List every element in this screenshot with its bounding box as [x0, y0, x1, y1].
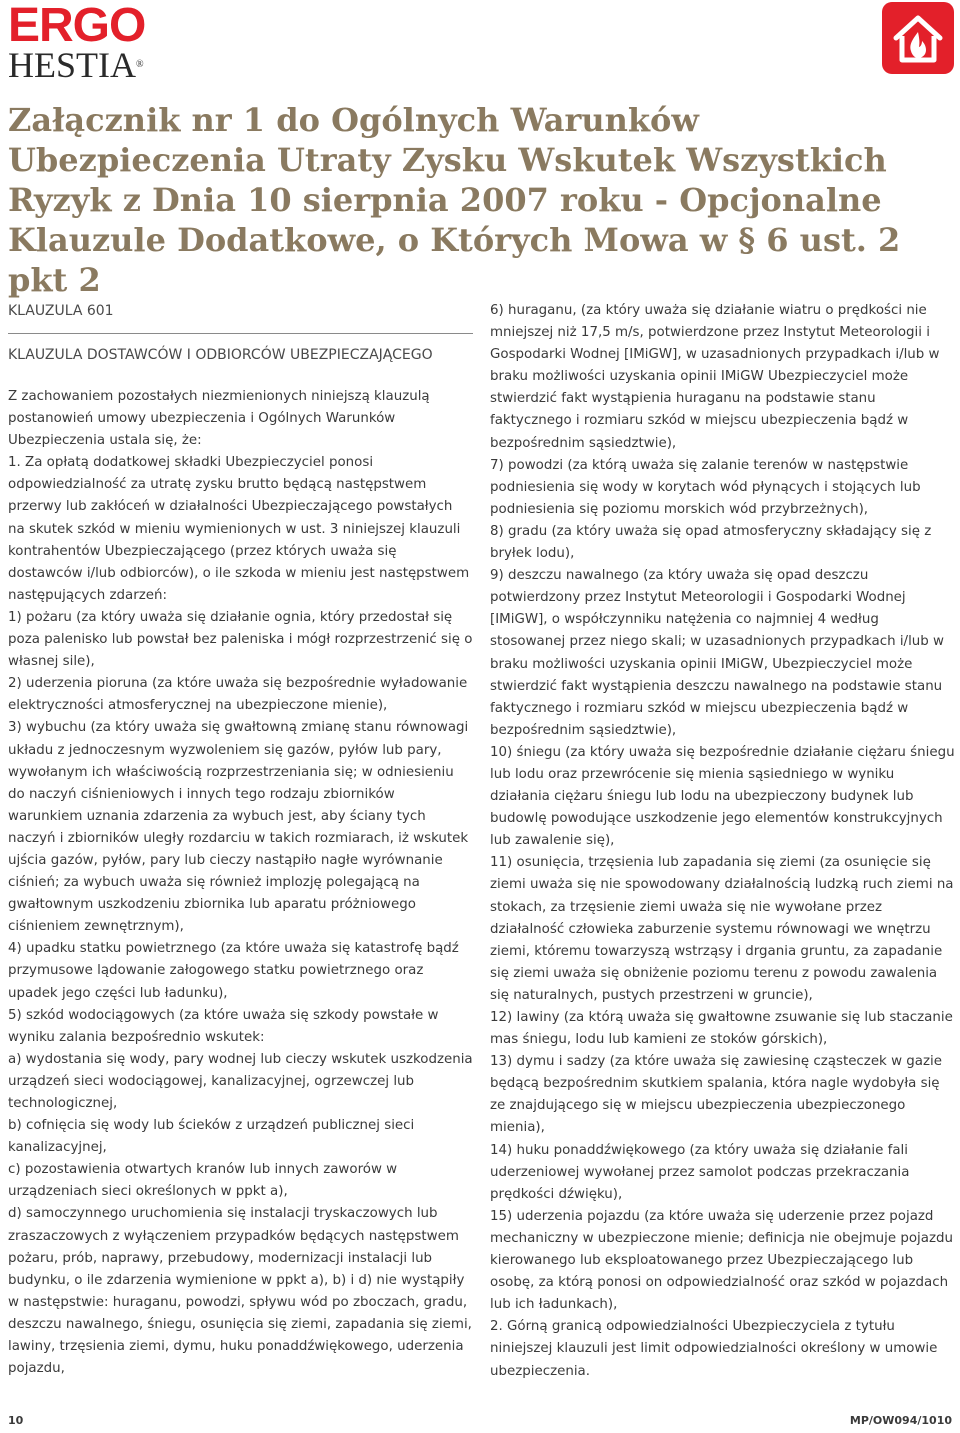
paragraph: Z zachowaniem pozostałych niezmienionych niniejszą klauzulą postanowień umowy ubezpieczenia i Ogólnych Warunków Ubezpieczenia ustala się, że:: [8, 389, 430, 449]
logo-ergo-text: ERGO: [8, 0, 146, 52]
paragraph: 11) osunięcia, trzęsienia lub zapadania się ziemi (za osunięcie się ziemi uważa się nie spowodowany działalnością ludzką ruch ziemi na stokach, za trzęsienie ziemi uważa się nie wywołane przez działalność człowieka zaburzenie systemu równowagi we wnętrzu ziemi, któremu towarzyszą wstrząsy i drgania gruntu, za zapadanie się ziemi uważa się obniżenie poziomu terenu z powodu zawalenia się naturalnych, pustych przestrzeni w gruncie),: [490, 855, 954, 1003]
paragraph: 12) lawiny (za którą uważa się gwałtowne zsuwanie się lub staczanie mas śniegu, lodu lub kamieni ze stoków górskich),: [490, 1010, 953, 1048]
paragraph: 8) gradu (za który uważa się opad atmosferyczny składający się z bryłek lodu),: [490, 523, 932, 562]
paragraph: 6) huraganu, (za który uważa się działanie wiatru o prędkości nie mniejszej niż 17,5 m/s, potwierdzone przez Instytut Meteorologii i Gospodarki Wodnej [IMiGW], w uzasadnionych przypadkach i/lub w braku możliwości uzyskania opinii IMiGW Ubezpieczyciel może stwierdzić fakt wystąpienia huraganu na podstawie stanu faktycznego i rozmiaru szkód w miejscu ubezpieczenia bądź w bezpośrednim sąsiedztwie),: [490, 303, 940, 451]
logo-hestia-text: HESTIA®: [8, 45, 144, 85]
house-fire-icon: [882, 2, 954, 74]
paragraph: 2) uderzenia pioruna (za które uważa się bezpośrednie wyładowanie elektryczności atmosferycznej na ubezpieczone mienie),: [8, 676, 468, 714]
paragraph: 1. Za opłatą dodatkowej składki Ubezpieczyciel ponosi odpowiedzialność za utratę zysku brutto będącą następstwem przerwy lub zakłóceń w działalności Ubezpieczającego powstałych na skutek szkód w mieniu wymienionych w ust. 3 niniejszej klauzuli kontrahentów Ubezpieczającego (przez których uważa się dostawców i/lub odbiorców), o ile szkoda w mieniu jest następstwem następujących zdarzeń:: [8, 455, 470, 603]
paragraph: 9) deszczu nawalnego (za który uważa się opad deszczu potwierdzony przez Instytut Meteorologii i Gospodarki Wodnej [IMiGW], o współczynniku natężenia co najmniej 4 według stosowanej przez niego skali; w uzasadnionych przypadkach i/lub w braku możliwości uzyskania opinii IMiGW, Ubezpieczyciel może stwierdzić fakt wystąpienia deszczu nawalnego na podstawie stanu faktycznego i rozmiaru szkód w miejscu ubezpieczenia bądź w bezpośrednim sąsiedztwie),: [490, 568, 944, 738]
house-fire-icon-graphic: [882, 2, 954, 74]
paragraph: b) cofnięcia się wody lub ścieków z urządzeń publicznej sieci kanalizacyjnej,: [8, 1118, 415, 1156]
clause-title: KLAUZULA DOSTAWCÓW I ODBIORCÓW UBEZPIECZAJĄCEGO: [8, 347, 433, 363]
registered-mark: ®: [136, 59, 144, 70]
paragraph: 4) upadku statku powietrznego (za które uważa się katastrofę bądź przymusowe lądowanie załogowego statku powietrznego oraz upadek jego części lub ładunku),: [8, 941, 459, 1001]
paragraph: 10) śniegu (za który uważa się bezpośrednie działanie ciężaru śniegu lub lodu oraz przewrócenie się mienia sąsiedniego w wyniku działania ciężaru śniegu lub lodu na ubezpieczony budynek lub budowlę powodujące uszkodzenie jego elementów konstrukcyjnych lub zawalenie się),: [490, 744, 955, 849]
clause-number: KLAUZULA 601: [8, 303, 114, 319]
paragraph: d) samoczynnego uruchomienia się instalacji tryskaczowych lub zraszaczowych z wyłączeniem przypadków będących następstwem pożaru, prób, naprawy, przebudowy, modernizacji instalacji lub budynku, o ile zdarzenia wymienione w ppkt a), b) i d) nie wystąpiły w następstwie: huraganu, powodzi, spływu wód po zboczach, gradu, deszczu nawalnego, śniegu, osunięcia się ziemi, zapadania się ziemi, lawiny, trzęsienia ziemi, dymu, huku ponaddźwiękowego, uderzenia pojazdu,: [8, 1206, 472, 1377]
paragraph: 1) pożaru (za który uważa się działanie ognia, który przedostał się poza palenisko lub powstał bez paleniska i mógł rozprzestrzenić się o własnej sile),: [8, 609, 473, 670]
paragraph: 5) szkód wodociągowych (za które uważa się szkody powstałe w wyniku zalania bezpośrednio wskutek:: [8, 1007, 439, 1045]
left-column: [8, 300, 473, 1380]
clause-divider: [8, 333, 473, 334]
paragraph: 15) uderzenia pojazdu (za które uważa się uderzenie przez pojazd mechaniczny w ubezpieczone mienie; definicja nie obejmuje pojazdu kierowanego lub eksploatowanego przez Ubezpieczającego lub osobę, za którą ponosi on odpowiedzialność oraz szkód w pojazdach lub ich ładunkach),: [490, 1208, 953, 1313]
document-code: MP/OW094/1010: [849, 1414, 952, 1427]
paragraph: a) wydostania się wody, pary wodnej lub cieczy wskutek uszkodzenia urządzeń sieci wodociągowej, kanalizacyjnej, ogrzewczej lub technologicznej,: [8, 1051, 473, 1111]
page-number: 10: [8, 1414, 24, 1427]
paragraph: 13) dymu i sadzy (za które uważa się zawiesinę cząsteczek w gazie będącą bezpośrednim skutkiem spalania, która nagle wydobyła się ze znajdującego się w miejscu ubezpieczenia ubezpieczonego mienia),: [490, 1054, 942, 1136]
paragraph: c) pozostawienia otwartych kranów lub innych zaworów w urządzeniach sieci określonych w ppkt a),: [8, 1162, 398, 1200]
ergo-hestia-logo: [8, 0, 148, 85]
right-column: [490, 300, 955, 1383]
paragraph: 2. Górną granicą odpowiedzialności Ubezpieczyciela z tytułu niniejszej klauzuli jest limit odpowiedzialności określony w umowie ubezpieczenia.: [490, 1319, 938, 1379]
paragraph: 3) wybuchu (za który uważa się gwałtowną zmianę stanu równowagi układu z jednoczesnym wyzwoleniem się gazów, pyłów lub pary, wywołanym ich właściwością rozprzestrzeniania się; w odniesieniu do naczyń ciśnieniowych i innych tego rodzaju zbiorników warunkiem uznania zdarzenia za wybuch jest, aby ściany tych naczyń i zbiorników uległy rozdarciu w takich rozmiarach, iż wskutek ujścia gazów, pyłów, pary lub cieczy nastąpiło nagłe wyrównanie ciśnień; za wybuch uważa się również implozję polegającą na gwałtownym uszkodzeniu zbiornika lub aparatu próżniowego ciśnieniem zewnętrznym),: [8, 720, 469, 935]
paragraph: 14) huku ponaddźwiękowego (za który uważa się działanie fali uderzeniowej wywołanej przez samolot podczas przekraczania prędkości dźwięku),: [490, 1142, 910, 1202]
paragraph: 7) powodzi (za którą uważa się zalanie terenów w następstwie podniesienia się wody w korytach wód płynących i stojących lub podniesienia się poziomu morskich wód przybrzeżnych),: [490, 457, 921, 517]
document-title: Załącznik nr 1 do Ogólnych Warunków Ubezpieczenia Utraty Zysku Wskutek Wszystkich Ryzyk z Dnia 10 sierpnia 2007 roku - Opcjonalne Klauzule Dodatkowe, o Których Mowa w § 6 ust. 2 pkt 2: [8, 101, 901, 299]
